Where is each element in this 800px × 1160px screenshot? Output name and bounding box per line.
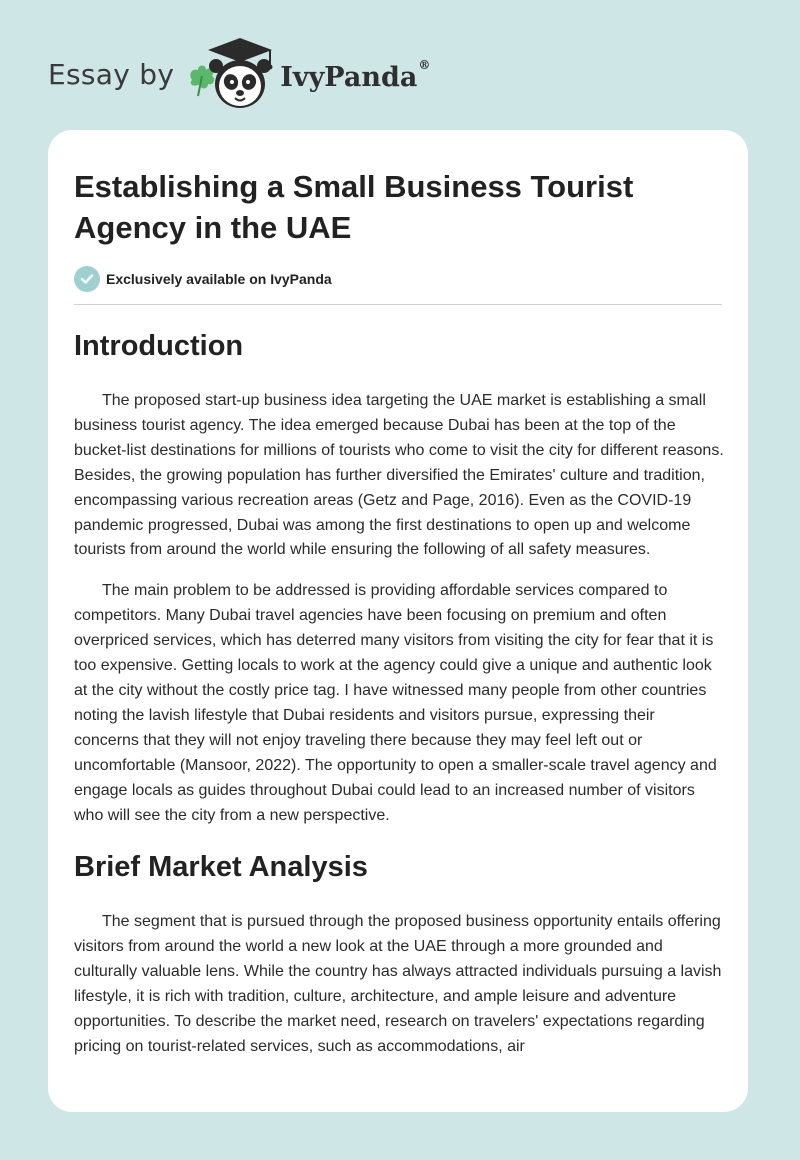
- brand-name[interactable]: IvyPanda®: [280, 57, 431, 93]
- site-header: [48, 34, 430, 114]
- paragraph: The proposed start-up business idea targeting the UAE market is establishing a small business tourist agency. The idea emerged because Dubai has been at the top of the bucket-list destinations for millions of tourists who come to visit the city for different reasons. Besides, the growing population has further diversified the Emirates' culture and tradition, encompassing various recreation areas (Getz and Page, 2016). Even as the COVID-19 pandemic progressed, Dubai was among the first destinations to open up and welcome tourists from around the world while ensuring the following of all safety measures.: [74, 392, 724, 559]
- check-circle-icon: [74, 266, 100, 292]
- divider: [74, 304, 722, 305]
- registered-mark: ®: [418, 57, 431, 72]
- essay-by-label: Essay by: [48, 57, 175, 91]
- exclusive-badge: [74, 266, 724, 292]
- essay-title: Establishing a Small Business Tourist Agency in the UAE: [74, 169, 634, 245]
- exclusive-badge-text: Exclusively available on IvyPanda: [106, 271, 332, 287]
- panda-graduation-cap-logo-icon[interactable]: [186, 36, 276, 112]
- section-heading-market-analysis: Brief Market Analysis: [74, 851, 368, 884]
- essay-card: [48, 130, 748, 1112]
- essay-content: [74, 166, 724, 1060]
- paragraph: The segment that is pursued through the proposed business opportunity entails offering visitors from around the world a new look at the UAE through a more grounded and culturally valuable lens. While the country has always attracted individuals pursuing a lavish lifestyle, it is rich with tradition, culture, architecture, and ample leisure and adventure opportunities. To describe the market need, research on travelers' expectations regarding pricing on tourist-related services, such as accommodations, air: [74, 913, 722, 1055]
- section-heading-introduction: Introduction: [74, 330, 244, 362]
- paragraph: The main problem to be addressed is providing affordable services compared to competitors. Many Dubai travel agencies have been focusing on premium and often overpriced services, which has deterred many visitors from visiting the city for fear that it is too expensive. Getting locals to work at the agency could give a unique and authentic look at the city without the costly price tag. I have witnessed many people from other countries noting the lavish lifestyle that Dubai residents and visitors pursue, expressing their concerns that they will not enjoy traveling there because they may feel left out or uncomfortable (Mansoor, 2022). The opportunity to open a smaller-scale travel agency and engage locals as guides throughout Dubai could lead to an increased number of visitors who will see the city from a new perspective.: [74, 582, 717, 824]
